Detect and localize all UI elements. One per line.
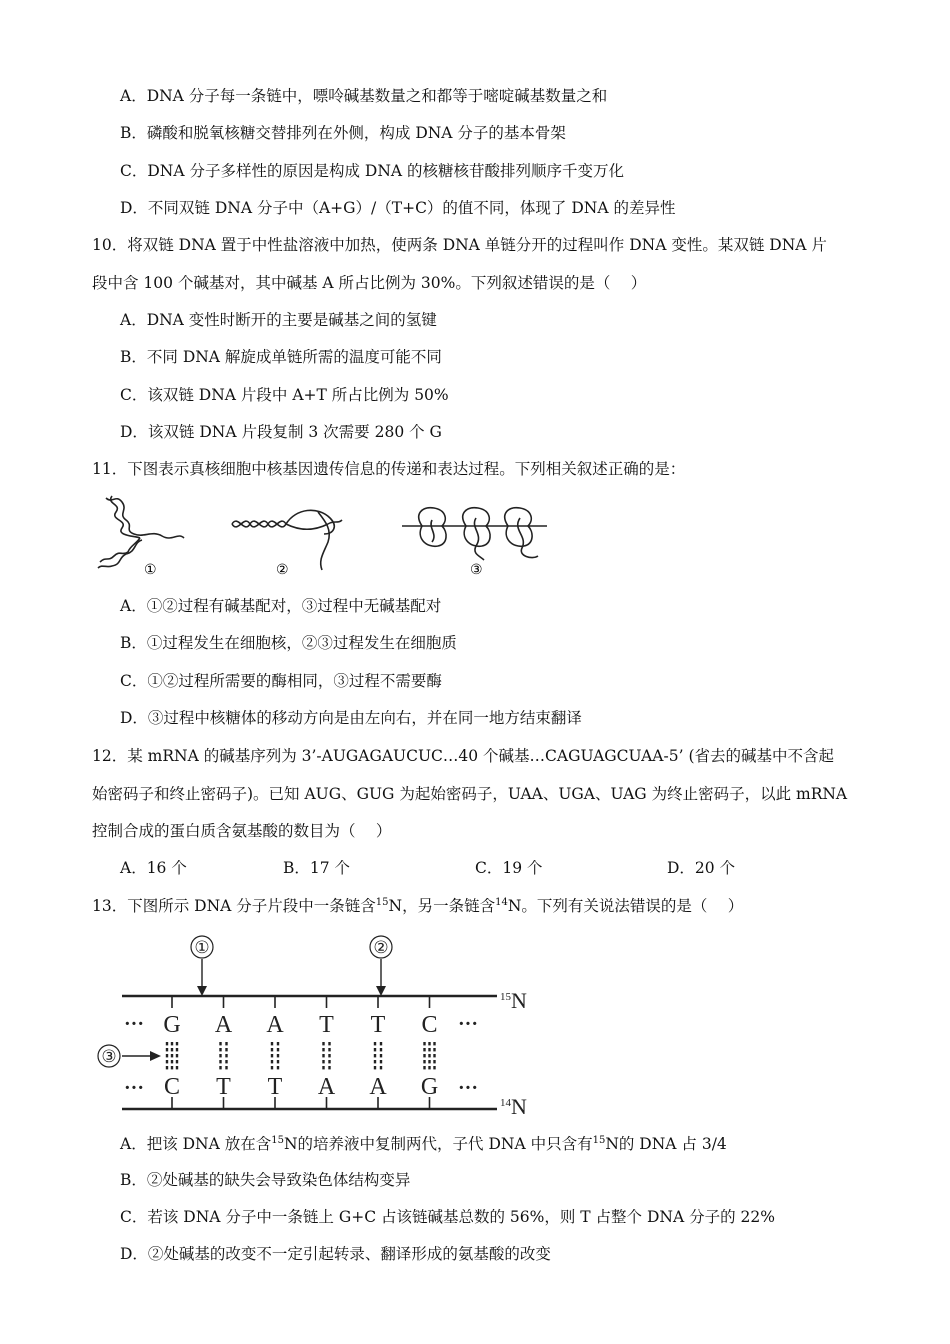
process-1-label: ①: [144, 562, 157, 578]
bottom-strand-isotope-symbol: N: [511, 1094, 527, 1119]
hydrogen-bond-dot: [271, 1048, 273, 1051]
hydrogen-bond-dot: [428, 1054, 430, 1057]
hydrogen-bond-dot: [271, 1042, 273, 1045]
hydrogen-bond-dot: [380, 1054, 382, 1057]
hydrogen-bond-dot: [374, 1048, 376, 1051]
hydrogen-bond-dot: [328, 1042, 330, 1045]
hydrogen-bond-dot: [374, 1060, 376, 1063]
q10-stem-line2: 段中含 100 个碱基对，其中碱基 A 所占比例为 30%。下列叙述错误的是（ ）: [92, 274, 647, 292]
bottom-left-ellipsis: ···: [124, 1077, 145, 1099]
hydrogen-bond-dot: [374, 1054, 376, 1057]
marker-1-arrow-head: [197, 986, 207, 996]
hydrogen-bond-dot: [176, 1042, 178, 1045]
q10-option-d: D．该双链 DNA 片段复制 3 次需要 280 个 G: [120, 423, 442, 441]
bottom-right-ellipsis: ···: [458, 1077, 479, 1099]
hydrogen-bond-dot: [322, 1042, 324, 1045]
q13-option-b: B．②处碱基的缺失会导致染色体结构变异: [120, 1171, 411, 1189]
hydrogen-bond-dot: [374, 1042, 376, 1045]
hydrogen-bond-dot: [328, 1060, 330, 1063]
q12-stem-line3: 控制合成的蛋白质含氨基酸的数目为（ ）: [92, 822, 392, 840]
q10-option-c: C．该双链 DNA 片段中 A+T 所占比例为 50%: [120, 386, 449, 404]
bottom-strand-isotope-mass: 14: [500, 1097, 511, 1109]
q13-option-a-iso15-1: 15: [271, 1135, 284, 1146]
hydrogen-bond-dot: [225, 1054, 227, 1057]
hydrogen-bond-dot: [380, 1042, 382, 1045]
hydrogen-bond-dot: [374, 1066, 376, 1069]
hydrogen-bond-dot: [380, 1048, 382, 1051]
hydrogen-bond-dot: [176, 1066, 178, 1069]
hydrogen-bond-dot: [380, 1066, 382, 1069]
hydrogen-bond-dot: [219, 1054, 221, 1057]
hydrogen-bond-dot: [322, 1066, 324, 1069]
top-base-4: T: [319, 1012, 334, 1038]
hydrogen-bond-dot: [219, 1048, 221, 1051]
hydrogen-bond-dot: [428, 1042, 430, 1045]
q12-option-b: B．17 个: [283, 859, 351, 877]
q13-stem-mid: N，另一条链含: [388, 897, 496, 915]
hydrogen-bond-dot: [433, 1060, 435, 1063]
hydrogen-bond-dot: [423, 1054, 425, 1057]
hydrogen-bond-dot: [322, 1060, 324, 1063]
top-base-3: A: [266, 1012, 284, 1038]
q10-stem-line1: 10．将双链 DNA 置于中性盐溶液中加热，使两条 DNA 单链分开的过程叫作 DNA 变性。某双链 DNA 片: [92, 236, 827, 254]
top-base-1: G: [163, 1012, 181, 1038]
q9-option-a: A．DNA 分子每一条链中，嘌呤碱基数量之和都等于嘧啶碱基数量之和: [120, 87, 608, 105]
hydrogen-bond-dot: [277, 1048, 279, 1051]
top-strand-isotope-symbol: N: [511, 988, 527, 1013]
q12-stem-line1: 12．某 mRNA 的碱基序列为 3’-AUGAGAUCUC…40 个碱基…CAGUAGCUAA-5’ (省去的碱基中不含起: [92, 747, 834, 765]
hydrogen-bond-dot: [166, 1066, 168, 1069]
q13-option-a-post: N的 DNA 占 3/4: [605, 1135, 727, 1153]
hydrogen-bond-dot: [219, 1042, 221, 1045]
q10-option-b: B．不同 DNA 解旋成单链所需的温度可能不同: [120, 348, 442, 366]
hydrogen-bond-dot: [277, 1054, 279, 1057]
hydrogen-bond-dot: [171, 1048, 173, 1051]
top-left-ellipsis: ···: [124, 1013, 145, 1035]
hydrogen-bond-dot: [166, 1054, 168, 1057]
hydrogen-bond-dot: [433, 1042, 435, 1045]
hydrogen-bond-dot: [277, 1042, 279, 1045]
base-pairs: [163, 996, 438, 1109]
hydrogen-bond-dot: [176, 1060, 178, 1063]
q13-stem-iso15: 15: [375, 897, 389, 908]
bottom-base-6: G: [420, 1074, 439, 1100]
process-3-label: ③: [470, 562, 483, 578]
hydrogen-bond-dot: [277, 1066, 279, 1069]
q11-option-a: A．①②过程有碱基配对，③过程中无碱基配对: [120, 597, 442, 615]
process-3-translation-sketch: [402, 508, 547, 560]
hydrogen-bond-dot: [176, 1048, 178, 1051]
q13-option-c: C．若该 DNA 分子中一条链上 G+C 占该链碱基总数的 56%，则 T 占整个 DNA 分子的 22%: [120, 1208, 775, 1226]
hydrogen-bond-dot: [428, 1048, 430, 1051]
q9-option-b: B．磷酸和脱氧核糖交替排列在外侧，构成 DNA 分子的基本骨架: [120, 124, 566, 142]
hydrogen-bond-dot: [225, 1042, 227, 1045]
hydrogen-bond-dot: [433, 1048, 435, 1051]
hydrogen-bond-dot: [171, 1054, 173, 1057]
hydrogen-bond-dot: [171, 1066, 173, 1069]
q11-option-d: D．③过程中核糖体的移动方向是由左向右，并在同一地方结束翻译: [120, 709, 582, 727]
hydrogen-bond-dot: [328, 1048, 330, 1051]
hydrogen-bond-dot: [380, 1060, 382, 1063]
bottom-base-4: A: [317, 1074, 336, 1100]
hydrogen-bond-dot: [171, 1042, 173, 1045]
q12-option-c: C．19 个: [475, 859, 543, 877]
q13-option-d: D．②处碱基的改变不一定引起转录、翻译形成的氨基酸的改变: [120, 1245, 551, 1263]
hydrogen-bond-dot: [271, 1054, 273, 1057]
bottom-base-3: T: [267, 1074, 283, 1100]
hydrogen-bond-dot: [176, 1054, 178, 1057]
hydrogen-bond-dot: [423, 1060, 425, 1063]
hydrogen-bond-dot: [322, 1048, 324, 1051]
top-base-5: T: [370, 1012, 386, 1038]
hydrogen-bond-dot: [423, 1066, 425, 1069]
process-2-label: ②: [276, 562, 289, 578]
q13-option-a-iso15-2: 15: [592, 1135, 606, 1146]
hydrogen-bond-dot: [433, 1066, 435, 1069]
hydrogen-bond-dot: [428, 1066, 430, 1069]
hydrogen-bond-dot: [433, 1054, 435, 1057]
q13-stem: [92, 896, 743, 916]
process-1-replication-sketch: [98, 496, 184, 568]
hydrogen-bond-dot: [328, 1054, 330, 1057]
q9-option-c: C．DNA 分子多样性的原因是构成 DNA 的核糖核苷酸排列顺序千变万化: [120, 162, 625, 180]
q13-option-a-mid: N的培养液中复制两代，子代 DNA 中只含有: [283, 1135, 593, 1153]
q13-option-a-pre: A．把该 DNA 放在含: [120, 1135, 272, 1153]
q11-stem: 11．下图表示真核细胞中核基因遗传信息的传递和表达过程。下列相关叙述正确的是：: [92, 460, 686, 478]
hydrogen-bond-dot: [328, 1066, 330, 1069]
q9-option-d: D．不同双链 DNA 分子中（A+G）/（T+C）的值不同，体现了 DNA 的差异性: [120, 199, 676, 217]
hydrogen-bond-dot: [225, 1066, 227, 1069]
hydrogen-bond-dot: [219, 1066, 221, 1069]
hydrogen-bond-dot: [166, 1042, 168, 1045]
hydrogen-bond-dot: [166, 1048, 168, 1051]
bottom-base-2: T: [216, 1074, 231, 1100]
q13-option-a: [120, 1134, 727, 1154]
hydrogen-bond-dot: [423, 1048, 425, 1051]
q12-option-d: D．20 个: [667, 859, 736, 877]
q12-stem-line2: 始密码子和终止密码子)。已知 AUG、GUG 为起始密码子，UAA、UGA、UAG 为终止密码子，以此 mRNA: [92, 785, 848, 803]
top-base-2: A: [214, 1012, 233, 1038]
bottom-base-5: A: [369, 1074, 387, 1100]
bottom-base-1: C: [163, 1074, 181, 1100]
marker-2-arrow-head: [376, 986, 386, 996]
bottom-strand-isotope-label: [500, 1094, 527, 1119]
hydrogen-bond-dot: [322, 1054, 324, 1057]
q13-stem-iso14: 14: [495, 897, 508, 908]
q13-stem-post: N。下列有关说法错误的是（ ）: [507, 897, 744, 915]
q11-option-c: C．①②过程所需要的酶相同，③过程不需要酶: [120, 672, 442, 690]
hydrogen-bond-dot: [271, 1060, 273, 1063]
marker-3-arrow-head: [150, 1051, 161, 1061]
hydrogen-bond-dot: [166, 1060, 168, 1063]
hydrogen-bond-dot: [225, 1060, 227, 1063]
hydrogen-bond-dot: [219, 1060, 221, 1063]
q11-process-figure: [92, 490, 562, 580]
hydrogen-bond-dot: [225, 1048, 227, 1051]
top-strand-isotope-label: [500, 988, 527, 1013]
q13-stem-pre: 13．下图所示 DNA 分子片段中一条链含: [92, 897, 376, 915]
q11-option-b: B．①过程发生在细胞核，②③过程发生在细胞质: [120, 634, 457, 652]
hydrogen-bond-dot: [428, 1060, 430, 1063]
top-base-6: C: [421, 1012, 438, 1038]
top-strand-isotope-mass: 15: [500, 991, 511, 1003]
q12-option-a: A．16 个: [120, 859, 187, 877]
top-right-ellipsis: ···: [458, 1013, 479, 1035]
q13-dna-figure: [92, 928, 552, 1118]
marker-2-label: ②: [373, 938, 389, 957]
q10-option-a: A．DNA 变性时断开的主要是碱基之间的氢键: [120, 311, 437, 329]
hydrogen-bond-dot: [271, 1066, 273, 1069]
hydrogen-bond-dot: [423, 1042, 425, 1045]
hydrogen-bond-dot: [277, 1060, 279, 1063]
hydrogen-bond-dot: [171, 1060, 173, 1063]
marker-3-label: ③: [101, 1047, 117, 1066]
marker-1-label: ①: [194, 938, 210, 957]
